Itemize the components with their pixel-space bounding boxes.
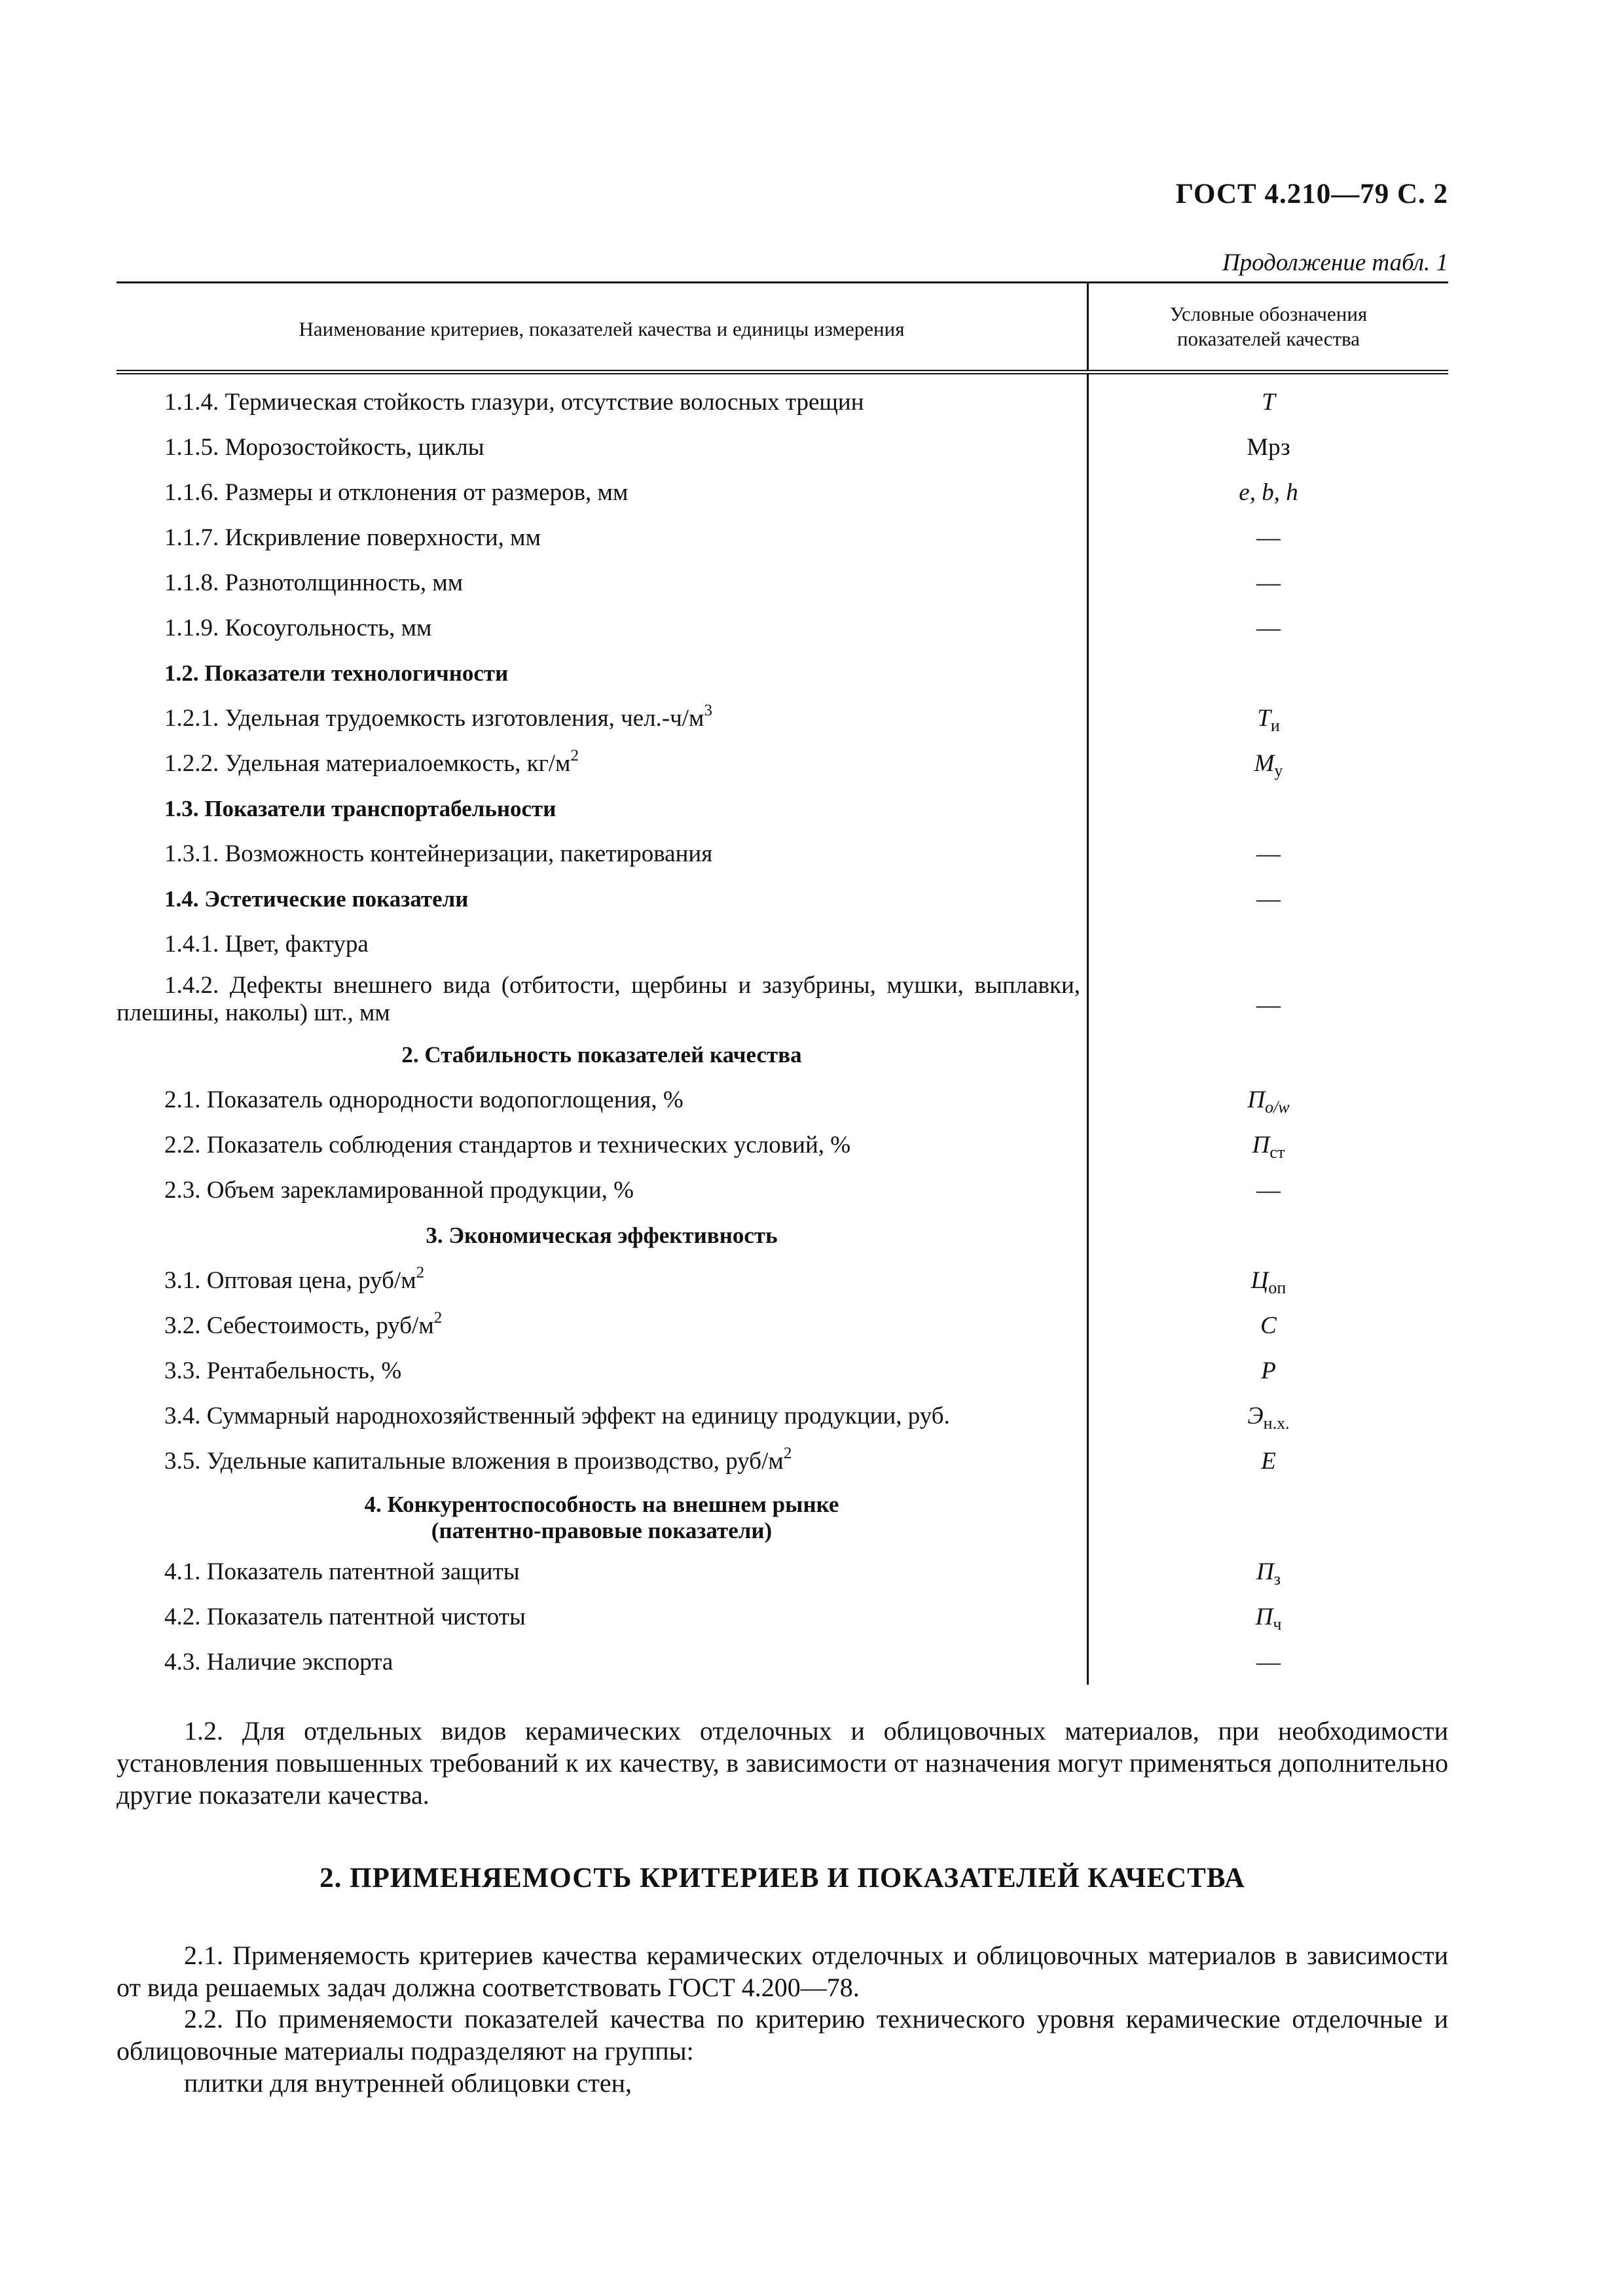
- table-row-symbol: е, b, h: [1239, 479, 1298, 506]
- table-row-symbol: —: [1256, 840, 1281, 867]
- table-row-symbol: [1089, 922, 1448, 967]
- paragraph-group-list-item: плитки для внутренней облицовки стен,: [184, 2068, 632, 2098]
- section-2-title: 2. ПРИМЕНЯЕМОСТЬ КРИТЕРИЕВ И ПОКАЗАТЕЛЕЙ КАЧЕСТВА: [319, 1863, 1245, 1893]
- column-header-symbol-line-1: Условные обозначения: [1169, 302, 1368, 325]
- table-row-symbol: Е: [1261, 1448, 1276, 1475]
- table-row-name: 1.1.5. Морозостойкость, циклы: [164, 434, 484, 461]
- table-row-symbol: [1089, 786, 1448, 831]
- table-row-name: 2.1. Показатель однородности водопоглощения, %: [164, 1086, 684, 1113]
- column-header-symbol-line-2: показателей качества: [1176, 327, 1360, 350]
- table-row-symbol: С: [1260, 1312, 1277, 1339]
- table-continuation-label: Продолжение табл. 1: [1222, 249, 1448, 276]
- table-row-name: 1.1.8. Разнотолщинность, мм: [164, 569, 464, 596]
- table-row-symbol: [1089, 1032, 1448, 1077]
- table-row-name: 1.1.6. Размеры и отклонения от размеров, мм: [164, 479, 629, 506]
- table-row-name: 3.2. Себестоимость, руб/$м^2$: [164, 1309, 443, 1339]
- table-row-name: 4.2. Показатель патентной чистоты: [164, 1604, 526, 1630]
- table-group-heading: 1.2. Показатели технологичности: [164, 660, 509, 686]
- table-row-name: 1.2.2. Удельная материалоемкость, $кг/м^2$: [164, 747, 579, 777]
- table-section-heading: 3. Экономическая эффективность: [426, 1223, 778, 1248]
- table-row-symbol: —: [1256, 615, 1281, 641]
- table-row-symbol: $Э_{н.х.}$: [1247, 1403, 1290, 1433]
- table-body: [117, 374, 1448, 1685]
- table-row-symbol: —: [1256, 1649, 1281, 1676]
- table-row-name: 3.3. Рентабельность, %: [164, 1357, 402, 1384]
- table-row-symbol: $П_ч$: [1255, 1604, 1282, 1634]
- table-row-symbol: —: [1256, 524, 1281, 551]
- table-row-name: 1.4.2. Дефекты внешнего вида (отбитости, щербины и зазубрины, мушки, выплавки, плешины, наколы) шт., мм: [117, 972, 1080, 1026]
- table-row-symbol: —: [1256, 569, 1281, 596]
- table-row-name: 2.3. Объем зарекламированной продукции, %: [164, 1177, 634, 1204]
- name-column: [117, 374, 1089, 1685]
- table-row-name: 1.1.7. Искривление поверхности, мм: [164, 524, 541, 551]
- quality-indicators-table: [117, 281, 1448, 1685]
- table-row-name: 1.4.1. Цвет, фактура: [164, 931, 369, 958]
- table-row-symbol: Мрз: [1247, 434, 1290, 461]
- page-header: ГОСТ 4.210—79 С. 2: [1175, 179, 1448, 209]
- table-group-heading: 1.4. Эстетические показатели: [164, 886, 469, 912]
- paragraph-1-2: 1.2. Для отдельных видов керамических отделочных и облицовочных материалов, при необходимости установления повышенных требований к их качеству, в зависимости от назначения могут применяться дополнительно другие показатели качества.: [117, 1716, 1448, 1810]
- table-row-symbol: Р: [1261, 1357, 1276, 1384]
- table-row-name: 3.5. Удельные капитальные вложения в производство, руб/$м^2$: [164, 1444, 792, 1475]
- table-section-heading: 2. Стабильность показателей качества: [401, 1042, 802, 1067]
- column-header-symbol: [1089, 283, 1448, 370]
- table-row-symbol: $М_у$: [1254, 750, 1283, 780]
- column-header-name: Наименование критериев, показателей качества и единицы измерения: [117, 283, 1089, 370]
- paragraph-2-1: 2.1. Применяемость критериев качества керамических отделочных и облицовочных материалов в зависимости от вида решаемых задач должна соответствовать ГОСТ 4.200—78.: [117, 1941, 1448, 2002]
- table-header-row: [117, 283, 1448, 374]
- table-row-symbol: $П_з$: [1256, 1558, 1281, 1588]
- table-row-name: 3.1. Оптовая цена, руб/$м^2$: [164, 1264, 425, 1294]
- symbol-column: [1089, 374, 1448, 1685]
- table-row-name: 3.4. Суммарный народнохозяйственный эффект на единицу продукции, руб.: [164, 1403, 950, 1429]
- table-row-symbol: —: [1256, 886, 1281, 912]
- table-row-name: 4.3. Наличие экспорта: [164, 1649, 393, 1676]
- table-row-name: 4.1. Показатель патентной защиты: [164, 1558, 520, 1585]
- table-row-symbol: Т: [1262, 389, 1275, 416]
- table-row-symbol: [1089, 651, 1448, 696]
- table-row-name: 1.1.4. Термическая стойкость глазури, отсутствие волосных трещин: [164, 389, 864, 416]
- table-row-symbol: $П_{ст}$: [1252, 1132, 1285, 1162]
- table-row-symbol: $Ц_{оп}$: [1250, 1267, 1286, 1297]
- table-row-symbol: —: [1256, 992, 1281, 1018]
- table-row-symbol: $П_{o/w}$: [1247, 1086, 1290, 1117]
- table-row-name: 1.3.1. Возможность контейнеризации, пакетирования: [164, 840, 713, 867]
- table-row-name: 2.2. Показатель соблюдения стандартов и технических условий, %: [164, 1132, 851, 1158]
- table-group-heading: 1.3. Показатели транспортабельности: [164, 796, 556, 821]
- table-row-symbol: [1089, 1484, 1448, 1549]
- table-row-symbol: $Т_и$: [1257, 705, 1280, 735]
- table-row-symbol: [1089, 1213, 1448, 1258]
- paragraph-2-2: 2.2. По применяемости показателей качества по критерию технического уровня керамические отделочные и облицовочные материалы подразделяют на группы:: [117, 2004, 1448, 2066]
- table-row-name: 1.1.9. Косоугольность, мм: [164, 615, 432, 641]
- table-row-symbol: —: [1256, 1177, 1281, 1204]
- table-section-heading: 4. Конкурентоспособность на внешнем рынке (патентно-правовые показатели): [364, 1492, 839, 1543]
- table-row-name: 1.2.1. Удельная трудоемкость изготовления, $чел.-ч/м^3$: [164, 702, 712, 732]
